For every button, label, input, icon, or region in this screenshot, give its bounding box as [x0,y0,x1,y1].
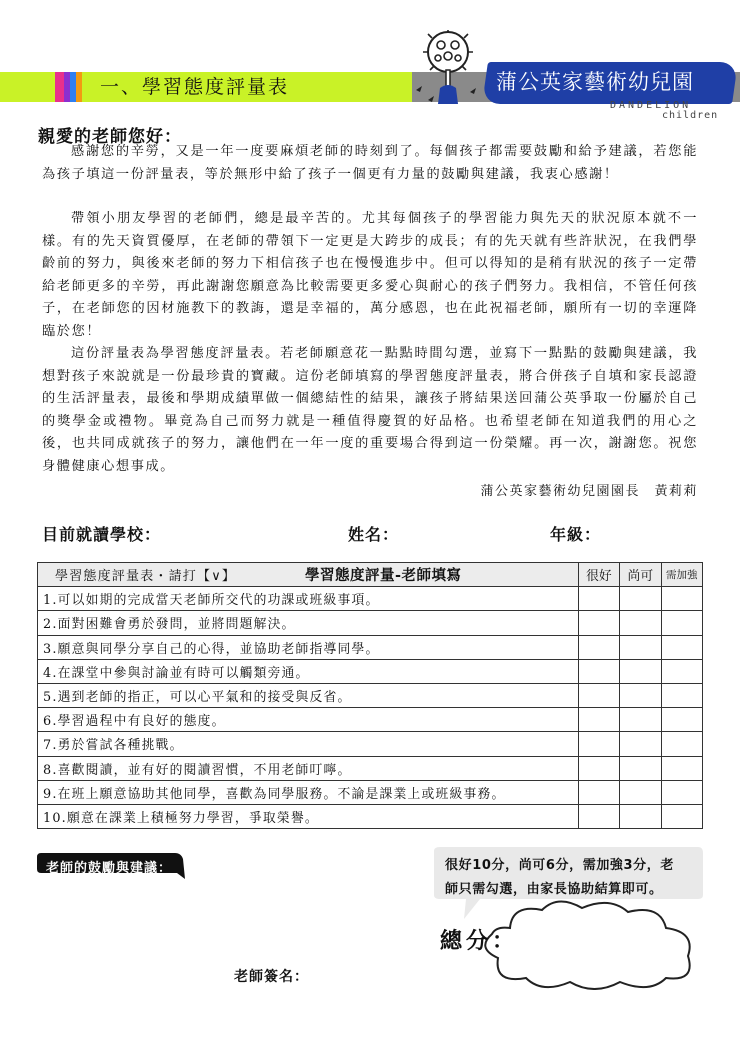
item-text: 8.喜歡閱讀，並有好的閱讀習慣，不用老師叮嚀。 [38,756,579,780]
greeting: 親愛的老師您好： [38,127,182,147]
check-cell[interactable] [578,708,619,732]
item-text: 7.勇於嘗試各種挑戰。 [38,732,579,756]
check-cell[interactable] [661,683,702,707]
item-text: 3.願意與同學分享自己的心得，並協助老師指導同學。 [38,635,579,659]
check-cell[interactable] [578,683,619,707]
name-label: 姓名： [348,525,400,544]
brand-name: 蒲公英家藝術幼兒園 [496,70,694,94]
check-cell[interactable] [578,780,619,804]
check-cell[interactable] [620,732,661,756]
check-cell[interactable] [578,804,619,828]
signature: 蒲公英家藝術幼兒園園長 黃莉莉 [480,484,698,499]
letter-paragraph-3: 這份評量表為學習態度評量表。若老師願意花一點點時間勾選，並寫下一點點的鼓勵與建議，我想對孩子來說就是一份最珍貴的寶藏。這份老師填寫的學習態度評量表，將合併孩子自填和家長認證的生活評量表，最後和學期成績單做一個總結性的結果，讓孩子將結果送回蒲公英爭取一份屬於自己的獎學金或禮物。畢竟為自己而努力就是一種值得慶賀的好品格。也希望老師在知道我們的用心之後，也共同成就孩子的努力，讓他們在一年一度的重要場合得到這一份榮耀。再一次，謝謝您。祝您身體健康心想事成。 [42,346,698,474]
check-cell[interactable] [620,659,661,683]
table-row [38,732,703,756]
check-cell[interactable] [620,708,661,732]
check-cell[interactable] [620,587,661,611]
check-cell[interactable] [661,611,702,635]
check-cell[interactable] [578,587,619,611]
check-cell[interactable] [620,683,661,707]
table-row [38,780,703,804]
check-cell[interactable] [620,756,661,780]
table-row [38,683,703,707]
check-cell[interactable] [578,611,619,635]
table-title: 學習態度評量-老師填寫 [305,568,462,585]
table-row [38,756,703,780]
check-cell[interactable] [661,780,702,804]
check-cell[interactable] [578,659,619,683]
check-cell[interactable] [620,804,661,828]
col-acceptable: 尚可 [620,563,661,587]
table-instruction: 學習態度評量表・請打【∨】 [55,569,237,585]
item-text: 1.可以如期的完成當天老師所交代的功課或班級事項。 [38,587,579,611]
table-row [38,635,703,659]
check-cell[interactable] [661,732,702,756]
item-text: 4.在課堂中參與討論並有時可以觸類旁通。 [38,659,579,683]
advice-label: 老師的鼓勵與建議： [46,861,173,876]
table-row [38,708,703,732]
table-header-row [38,563,703,587]
table-row [38,587,703,611]
brand-english-sub: children [662,110,719,121]
check-cell[interactable] [578,732,619,756]
brand-english-name: DANDELION [610,100,692,111]
grade-label: 年級： [550,525,602,544]
check-cell[interactable] [620,780,661,804]
evaluation-table [37,562,703,829]
item-text: 2.面對困難會勇於發問，並將問題解決。 [38,611,579,635]
check-cell[interactable] [578,756,619,780]
check-cell[interactable] [620,611,661,635]
scoring-rule-line-1: 很好10分，尚可6分，需加強3分，老 [445,858,674,873]
item-text: 9.在班上願意協助其他同學，喜歡為同學服務。不論是課業上或班級事務。 [38,780,579,804]
total-score-label: 總分： [440,929,519,954]
col-very-good: 很好 [578,563,619,587]
check-cell[interactable] [661,804,702,828]
item-text: 10.願意在課業上積極努力學習，爭取榮譽。 [38,804,579,828]
check-cell[interactable] [661,756,702,780]
item-text: 5.遇到老師的指正，可以心平氣和的接受與反省。 [38,683,579,707]
check-cell[interactable] [661,659,702,683]
item-text: 6.學習過程中有良好的態度。 [38,708,579,732]
check-cell[interactable] [661,587,702,611]
page-title: 一、學習態度評量表 [100,76,290,98]
check-cell[interactable] [661,635,702,659]
scoring-rule-line-2: 師只需勾選，由家長協助結算即可。 [445,882,663,897]
teacher-signature-label: 老師簽名： [234,969,309,985]
check-cell[interactable] [578,635,619,659]
check-cell[interactable] [620,635,661,659]
table-row [38,804,703,828]
letter-paragraph-2: 帶領小朋友學習的老師們，總是最辛苦的。尤其每個孩子的學習能力與先天的狀況原本就不一樣。有的先天資質優厚，在老師的帶領下一定更是大跨步的成長；有的先天就有些許狀況，在我們學齡前的努力，與後來老師的努力下相信孩子也在慢慢進步中。但可以得知的是稍有狀況的孩子一定帶給老師更多的辛勞，再此謝謝您願意為比較需要更多愛心與耐心的孩子們努力。我相信，不管任何孩子，在老師您的因材施教下的教誨，還是幸福的，萬分感恩，也在此祝福老師，願所有一切的幸運降臨於您！ [42,211,698,339]
table-row [38,611,703,635]
table-row [38,659,703,683]
check-cell[interactable] [661,708,702,732]
school-label: 目前就讀學校： [42,525,162,544]
letter-paragraph-1: 感謝您的辛勞，又是一年一度要麻煩老師的時刻到了。每個孩子都需要鼓勵和給予建議，若您能為孩子填這一份評量表，等於無形中給了孩子一個更有力量的鼓勵與建議，我衷心感謝！ [42,144,698,182]
col-needs-improvement: 需加強 [661,563,702,587]
